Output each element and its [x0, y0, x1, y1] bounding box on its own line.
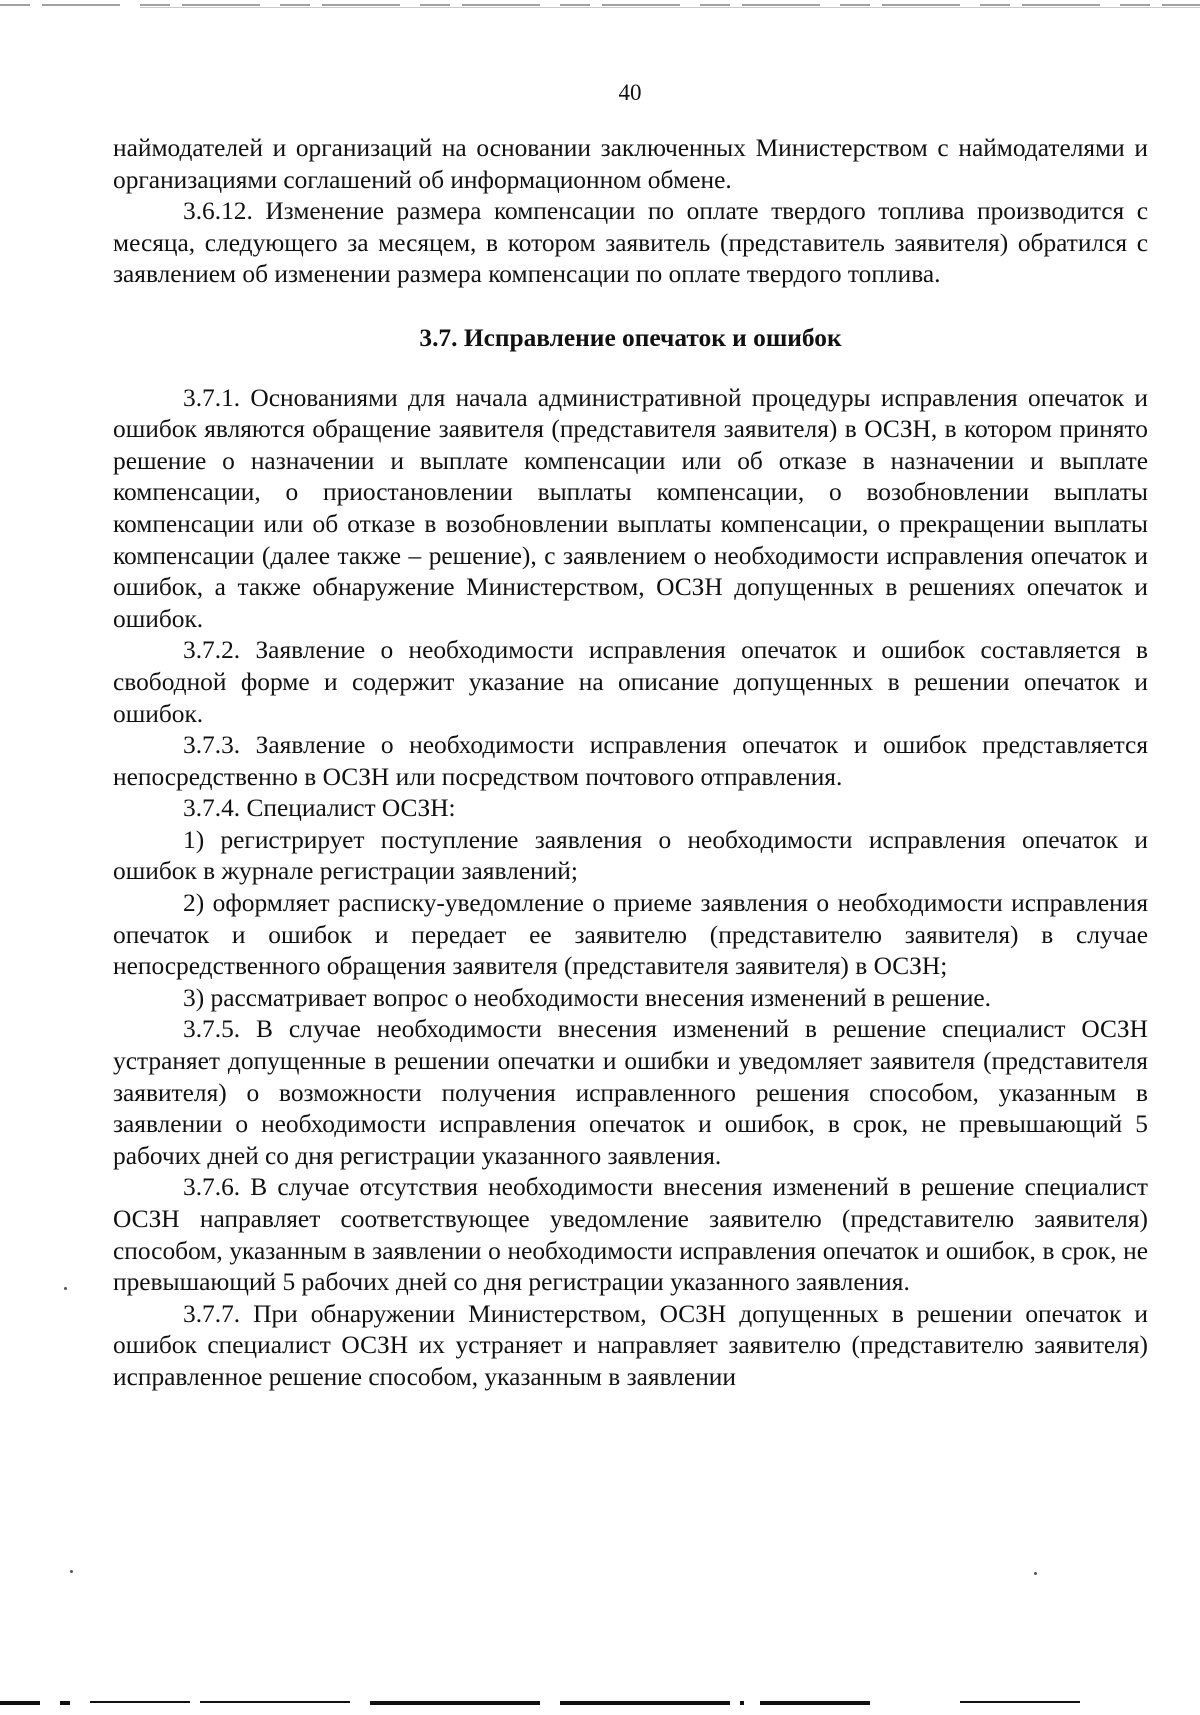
document-body	[113, 133, 1148, 1394]
scan-edge-bottom	[0, 1701, 1200, 1707]
paragraph-3-7-6: 3.7.6. В случае отсутствия необходимости внесения изменений в решение специалист ОСЗН направляет соответствующее уведомление заявителю (представителю заявителя) способом, указанным в заявлении о необходимости исправления опечаток и ошибок, в срок, не превышающий 5 рабочих дней со дня регистрации указанного заявления.	[113, 1173, 1148, 1297]
paragraph-3-7-5: 3.7.5. В случае необходимости внесения изменений в решение специалист ОСЗН устраняет допущенные в решении опечатки и ошибки и уведомляет заявителя (представителя заявителя) о возможности получения исправленного решения способом, указанным в заявлении о необходимости исправления опечаток и ошибок, в срок, не превышающий 5 рабочих дней со дня регистрации указанного заявления.	[113, 1015, 1148, 1170]
paragraph-3-7-2: 3.7.2. Заявление о необходимости исправления опечаток и ошибок составляется в свободной форме и содержит указание на описание допущенных в решении опечаток и ошибок.	[113, 636, 1148, 728]
list-item-3: 3) рассматривает вопрос о необходимости внесения изменений в решение.	[183, 983, 992, 1012]
scan-speck	[1034, 1572, 1037, 1575]
section-heading: 3.7. Исправление опечаток и ошибок	[419, 323, 842, 352]
list-item-1: 1) регистрирует поступление заявления о необходимости исправления опечаток и ошибок в журнале регистрации заявлений;	[113, 825, 1148, 886]
scan-speck	[70, 1570, 73, 1573]
paragraph-3-7-3: 3.7.3. Заявление о необходимости исправления опечаток и ошибок представляется непосредственно в ОСЗН или посредством почтового отправления.	[113, 731, 1148, 791]
list-item-2: 2) оформляет расписку-уведомление о приеме заявления о необходимости исправления опечаток и ошибок и передает ее заявителю (представителю заявителя) в случае непосредственного обращения заявителя (представителя заявителя) в ОСЗН;	[113, 889, 1148, 981]
paragraph-continuation: наймодателей и организаций на основании заключенных Министерством с наймодателями и организациями соглашений об информационном обмене.	[113, 134, 1148, 194]
paragraph-3-7-4: 3.7.4. Специалист ОСЗН:	[183, 794, 456, 823]
scan-speck	[64, 1287, 67, 1290]
paragraph-3-7-7: 3.7.7. При обнаружении Министерством, ОСЗН допущенных в решении опечаток и ошибок специалист ОСЗН их устраняет и направляет заявителю (представителю заявителя) исправленное решение способом, указанным в заявлении	[113, 1299, 1148, 1391]
paragraph-3-6-12: 3.6.12. Изменение размера компенсации по оплате твердого топлива производится с месяца, следующего за месяцем, в котором заявитель (представитель заявителя) обратился с заявлением об изменении размера компенсации по оплате твердого топлива.	[113, 197, 1148, 289]
scan-edge-top-line	[140, 7, 1200, 8]
page-number: 40	[618, 80, 642, 105]
scan-edge-top	[0, 4, 1200, 6]
paragraph-3-7-1: 3.7.1. Основаниями для начала административной процедуры исправления опечаток и ошибок являются обращение заявителя (представителя заявителя) в ОСЗН, в котором принято решение о назначении и выплате компенсации или об отказе в назначении и выплате компенсации, о приостановлении выплаты компенсации, о возобновлении выплаты компенсации или об отказе в возобновлении выплаты компенсации, о прекращении выплаты компенсации (далее также – решение), с заявлением о необходимости исправления опечаток и ошибок, а также обнаружение Министерством, ОСЗН допущенных в решениях опечаток и ошибок.	[113, 383, 1148, 633]
